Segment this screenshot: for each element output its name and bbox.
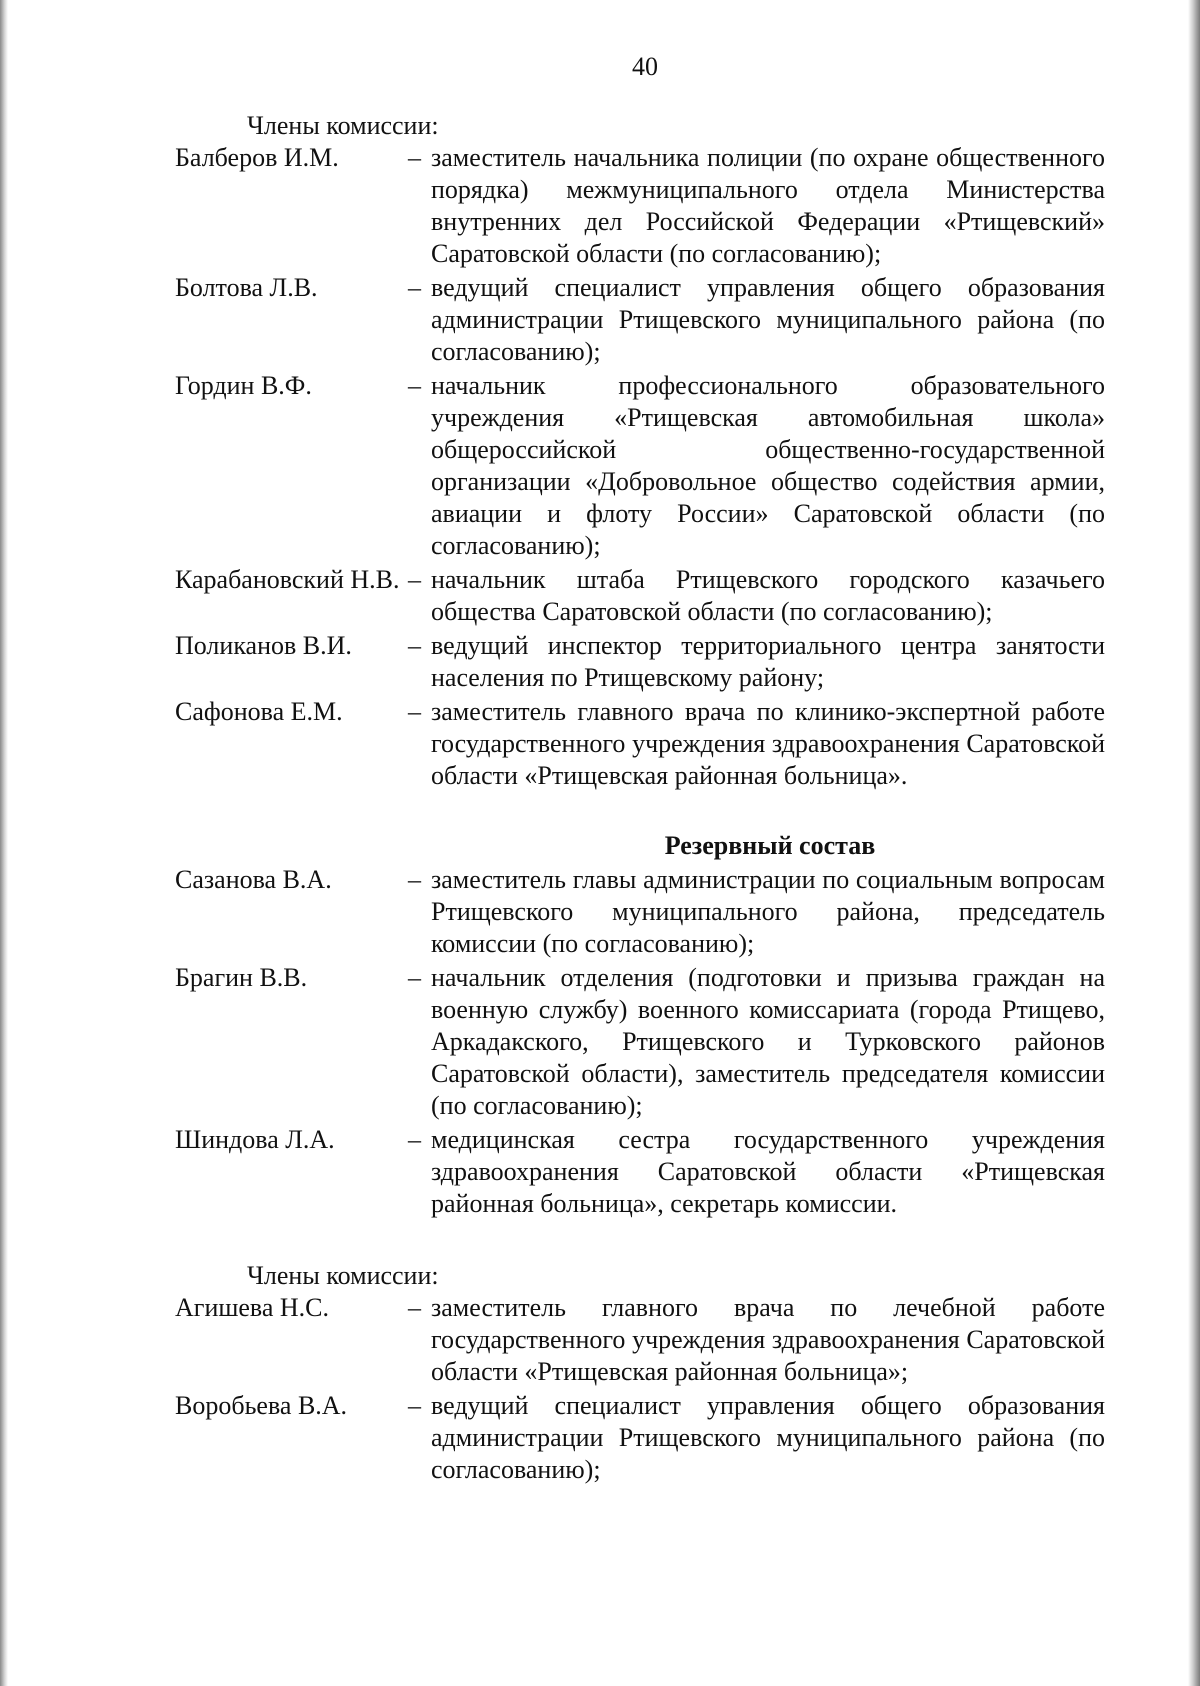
member-entry — [175, 630, 1105, 694]
member-name: Сафонова Е.М. — [175, 697, 343, 726]
scan-edge-right — [1188, 0, 1200, 1686]
member-name: Гордин В.Ф. — [175, 371, 312, 400]
member-name: Болтова Л.В. — [175, 273, 318, 302]
member-name: Шиндова Л.А. — [175, 1125, 335, 1154]
section-gap — [175, 1222, 1105, 1260]
dash: – — [408, 565, 421, 594]
members-list-reserve — [175, 1292, 1105, 1486]
member-entry — [175, 1292, 1105, 1388]
member-entry — [175, 564, 1105, 628]
document-body — [175, 110, 1105, 1488]
dash: – — [408, 631, 421, 660]
dash: – — [408, 143, 421, 172]
member-name: Балберов И.М. — [175, 143, 339, 172]
member-position: медицинская сестра государственного учреждения здравоохранения Саратовской области «Ртищевская районная больница», секретарь комиссии. — [431, 1125, 1105, 1218]
member-name: Сазанова В.А. — [175, 865, 332, 894]
member-position: начальник штаба Ртищевского городского казачьего общества Саратовской области (по согласованию); — [431, 565, 1105, 626]
member-name: Брагин В.В. — [175, 963, 308, 992]
member-entry — [175, 1390, 1105, 1486]
dash: – — [408, 1391, 421, 1420]
member-position: ведущий инспектор территориального центра занятости населения по Ртищевскому району; — [431, 631, 1105, 692]
member-position: заместитель главного врача по клинико-экспертной работе государственного учреждения здравоохранения Саратовской области «Ртищевская районная больница». — [431, 697, 1105, 790]
member-name: Карабановский Н.В. — [175, 565, 400, 594]
dash: – — [408, 1125, 421, 1154]
member-name: Поликанов В.И. — [175, 631, 352, 660]
dash: – — [408, 697, 421, 726]
dash: – — [408, 1293, 421, 1322]
members-heading: Члены комиссии: — [247, 1261, 439, 1290]
member-name: Воробьева В.А. — [175, 1391, 348, 1420]
reserve-entry — [175, 1124, 1105, 1220]
member-position: ведущий специалист управления общего образования администрации Ртищевского муниципального района (по согласованию); — [431, 273, 1105, 366]
dash: – — [408, 865, 421, 894]
member-position: заместитель главы администрации по социальным вопросам Ртищевского муниципального района, председатель комиссии (по согласованию); — [431, 865, 1105, 958]
dash: – — [408, 273, 421, 302]
members-list-main — [175, 142, 1105, 792]
member-position: ведущий специалист управления общего образования администрации Ртищевского муниципального района (по согласованию); — [431, 1391, 1105, 1484]
member-position: начальник профессионального образовательного учреждения «Ртищевская автомобильная школа» общероссийской общественно-государственной организации «Добровольное общество содействия армии, авиации и флоту России» Саратовской области (по согласованию); — [431, 371, 1105, 560]
member-name: Агишева Н.С. — [175, 1293, 330, 1322]
member-position: заместитель главного врача по лечебной работе государственного учреждения здравоохранения Саратовской области «Ртищевская районная больница»; — [431, 1293, 1105, 1386]
members-heading: Члены комиссии: — [247, 111, 439, 140]
member-entry — [175, 696, 1105, 792]
scan-edge-left — [0, 0, 8, 1686]
member-entry — [175, 272, 1105, 368]
member-entry — [175, 370, 1105, 562]
dash: – — [408, 963, 421, 992]
member-entry — [175, 142, 1105, 270]
reserve-section-title: Резервный состав — [664, 831, 876, 860]
member-position: начальник отделения (подготовки и призыва граждан на военную службу) военного комиссариата (города Ртищево, Аркадакского, Ртищевского и Турковского районов Саратовской области), заместитель председателя комиссии (по согласованию); — [431, 963, 1105, 1120]
dash: – — [408, 371, 421, 400]
reserve-entry — [175, 864, 1105, 960]
reserve-entry — [175, 962, 1105, 1122]
page-number: 40 — [632, 52, 658, 81]
member-position: заместитель начальника полиции (по охране общественного порядка) межмуниципального отдела Министерства внутренних дел Российской Федерации «Ртищевский» Саратовской области (по согласованию); — [431, 143, 1105, 268]
reserve-list — [175, 864, 1105, 1220]
